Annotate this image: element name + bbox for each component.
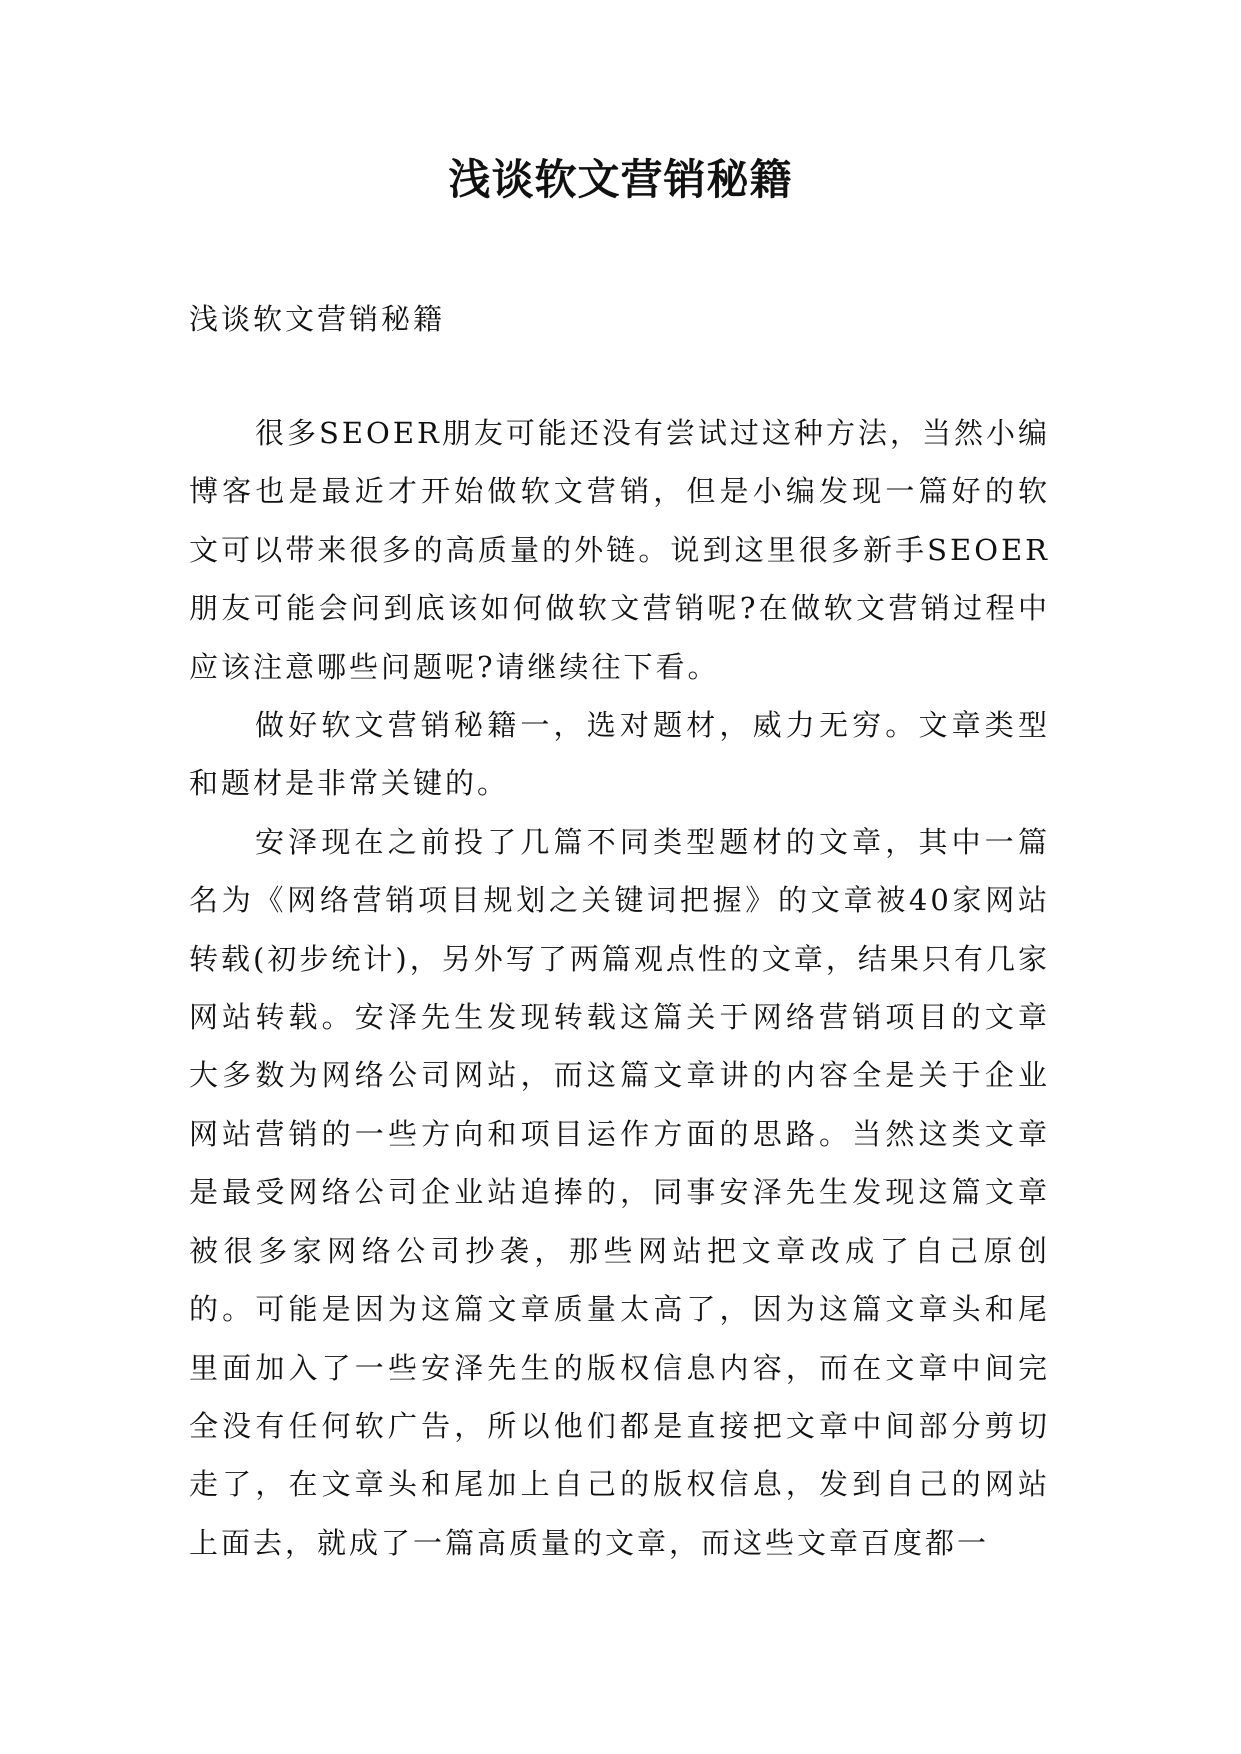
- body-paragraph-2: 做好软文营销秘籍一，选对题材，威力无穷。文章类型和题材是非常关键的。: [189, 708, 1050, 801]
- document-subtitle: 浅谈软文营销秘籍: [189, 302, 446, 336]
- body-paragraph-3: 安泽现在之前投了几篇不同类型题材的文章，其中一篇名为《网络营销项目规划之关键词把握》的文章被40家网站转载(初步统计)，另外写了两篇观点性的文章，结果只有几家网站转载。安泽先生发现转载这篇关于网络营销项目的文章大多数为网络公司网站，而这篇文章讲的内容全是关于企业网站营销的一些方向和项目运作方面的思路。当然这类文章是最受网络公司企业站追捧的，同事安泽先生发现这篇文章被很多家网络公司抄袭，那些网站把文章改成了自己原创的。可能是因为这篇文章质量太高了，因为这篇文章头和尾里面加入了一些安泽先生的版权信息内容，而在文章中间完全没有任何软广告，所以他们都是直接把文章中间部分剪切走了，在文章头和尾加上自己的版权信息，发到自己的网站上面去，就成了一篇高质量的文章，而这些文章百度都一: [189, 824, 1050, 1560]
- body-paragraph-1: 很多SEOER朋友可能还没有尝试过这种方法，当然小编博客也是最近才开始做软文营销，但是小编发现一篇好的软文可以带来很多的高质量的外链。说到这里很多新手SEOER朋友可能会问到底该如何做软文营销呢?在做软文营销过程中应该注意哪些问题呢?请继续往下看。: [189, 416, 1050, 684]
- document-title: 浅谈软文营销秘籍: [448, 155, 793, 204]
- document-body: [189, 404, 1050, 1572]
